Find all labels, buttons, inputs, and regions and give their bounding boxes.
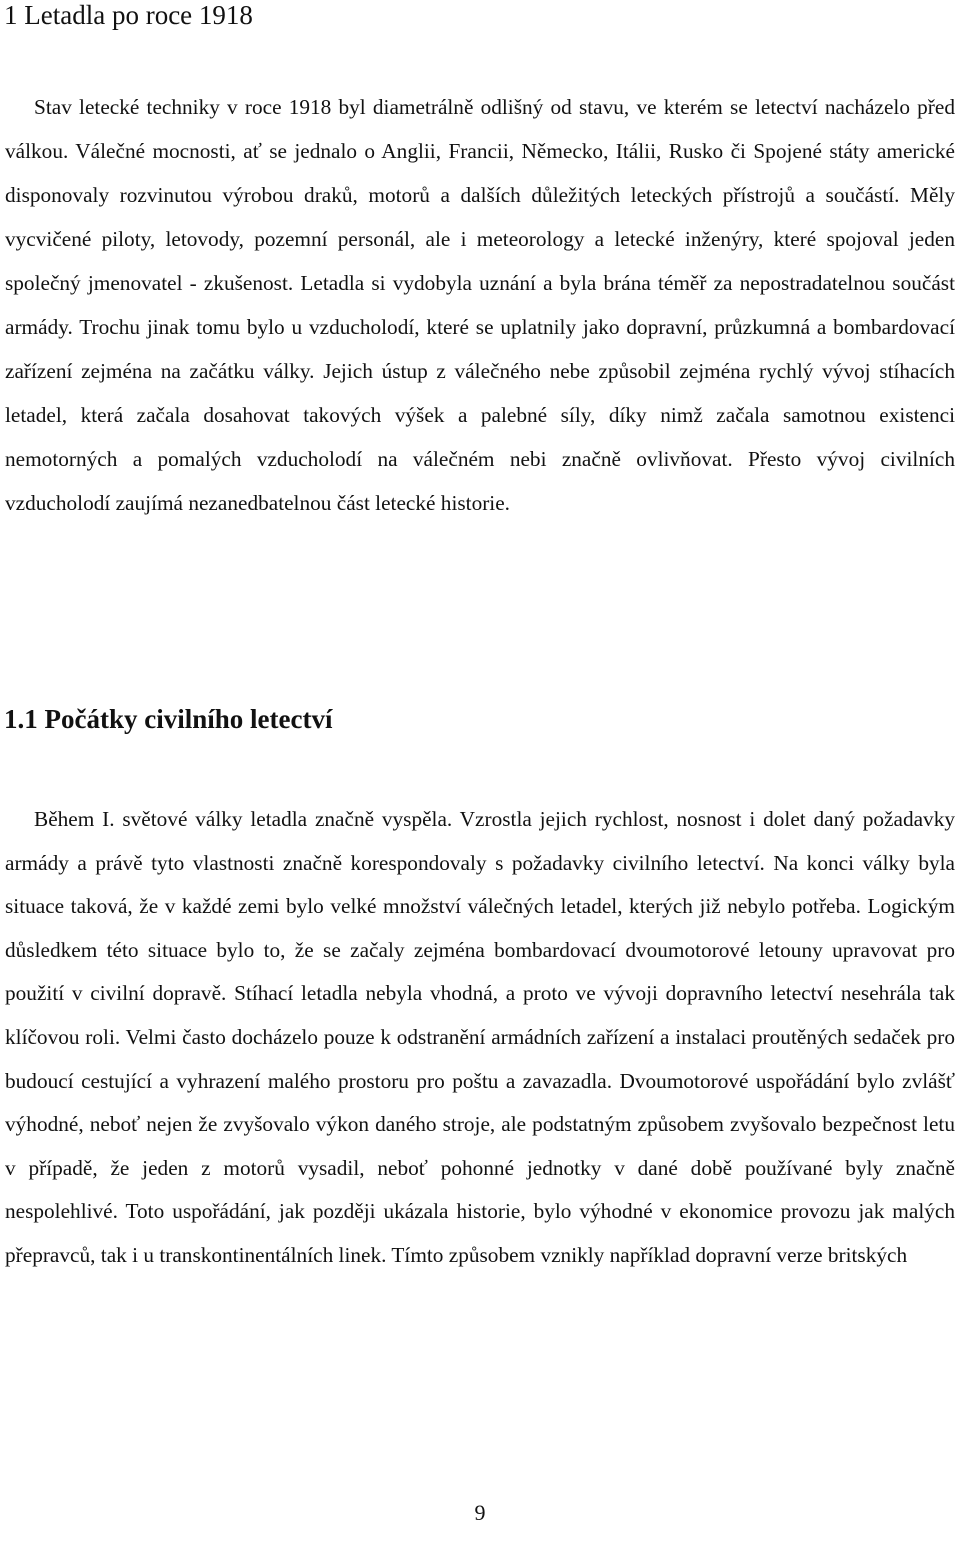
chapter-heading: 1 Letadla po roce 1918 [4,0,253,30]
paragraph-section: Během I. světové války letadla značně vyspěla. Vzrostla jejich rychlost, nosnost i dolet daný požadavky armády a právě tyto vlastnosti značně korespondovaly s požadavky civilního letectví. Na konci války byla situace taková, že v každé zemi bylo velké množství válečných letadel, kterých již nebylo potřeba. Logickým důsledkem této situace bylo to, že se začaly zejména bombardovací dvoumotorové letouny upravovat pro použití v civilní dopravě. Stíhací letadla nebyla vhodná, a proto ve vývoji dopravního letectví nesehrála tak klíčovou roli. Velmi často docházelo pouze k odstranění armádních zařízení a instalaci proutěných sedaček pro budoucí cestující a vyhrazení malého prostoru pro poštu a zavazadla. Dvoumotorové uspořádání bylo zvlášť výhodné, neboť nejen že zvyšovalo výkon daného stroje, ale podstatným způsobem zvyšovalo bezpečnost letu v případě, že jeden z motorů vysadil, neboť pohonné jednotky v dané době používané byly značně nespolehlivé. Toto uspořádání, jak později ukázala historie, bylo výhodné v ekonomice provozu jak malých přepravců, tak i u transkontinentálních linek. Tímto způsobem vznikly například dopravní verze britských [5,807,955,1267]
paragraph-intro: Stav letecké techniky v roce 1918 byl diametrálně odlišný od stavu, ve kterém se letectví nacházelo před válkou. Válečné mocnosti, ať se jednalo o Anglii, Francii, Německo, Itálii, Rusko či Spojené státy americké disponovaly rozvinutou výrobou draků, motorů a dalších důležitých leteckých přístrojů a součástí. Měly vycvičené piloty, letovody, pozemní personál, ale i meteorology a letecké inženýry, které spojoval jeden společný jmenovatel - zkušenost. Letadla si vydobyla uznání a byla brána téměř za nepostradatelnou součást armády. Trochu jinak tomu bylo u vzducholodí, které se uplatnily jako dopravní, průzkumná a bombardovací zařízení zejména na začátku války. Jejich ústup z válečného nebe způsobil zejména rychlý vývoj stíhacích letadel, která začala dosahovat takových výšek a palebné síly, díky nimž začala samotnou existenci nemotorných a pomalých vzducholodí na válečném nebi značně ovlivňovat. Přesto vývoj civilních vzducholodí zaujímá nezanedbatelnou část letecké historie. [5,95,955,515]
page-number: 9 [474,1500,486,1525]
section-heading: 1.1 Počátky civilního letectví [4,704,333,734]
